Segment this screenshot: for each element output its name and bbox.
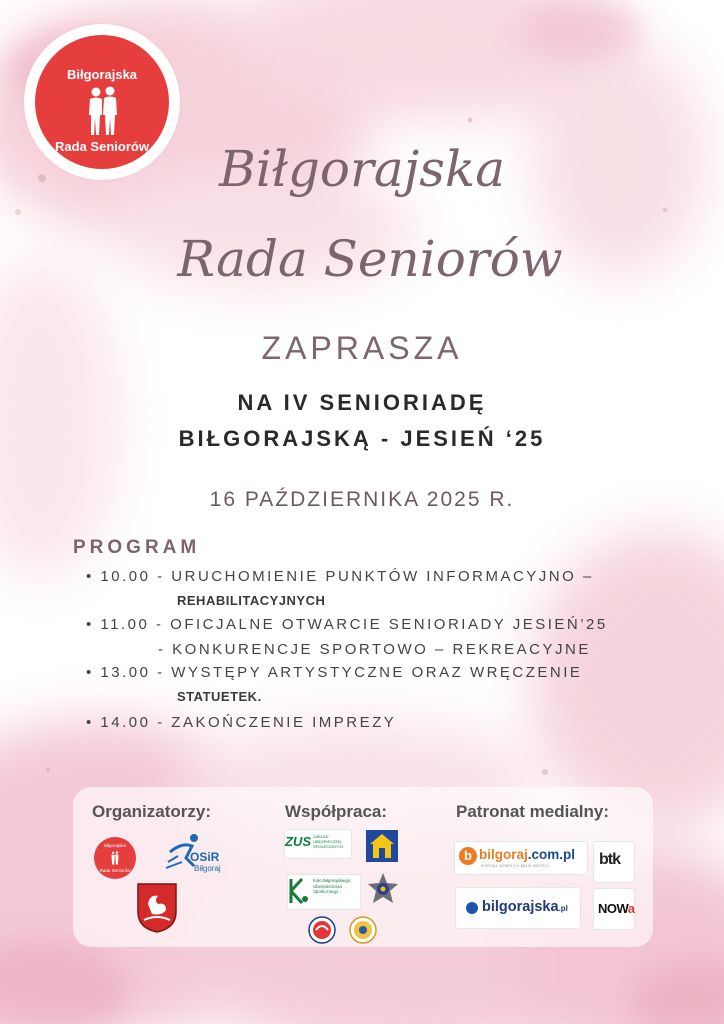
osir-city: Biłgoraj (194, 864, 221, 873)
bpl-mark: b (459, 847, 477, 865)
nowa-logo (594, 889, 634, 929)
bgj-dot-icon (466, 902, 478, 914)
police-star-icon (366, 872, 400, 906)
logo-bottom-text: Rada Seniorów (55, 139, 149, 154)
program-item-3-continued: STATUETEK. (177, 689, 262, 704)
rada-seniorow-small-logo (94, 837, 136, 879)
event-line-2: BIŁGORAJSKĄ - JESIEŃ ‘25 (178, 426, 546, 451)
seniors-couple-icon (83, 85, 123, 137)
program-item-4: • 14.00 - ZAKOŃCZENIE IMPREZY (86, 714, 397, 731)
small-logo-bottom: Rada Seniorów (99, 868, 131, 873)
osir-logo (164, 832, 228, 878)
circle-emblem-icon (349, 916, 377, 944)
event-date: 16 PAŹDZIERNIKA 2025 R. (209, 488, 515, 511)
program-item-2-continued: - KONKURENCJE SPORTOWO – REKREACYJNE (158, 641, 591, 658)
program-item-1-continued: REHABILITACYJNYCH (177, 593, 326, 608)
program-item-3: • 13.00 - WYSTĘPY ARTYSTYCZNE ORAZ WRĘCZENIE (86, 664, 583, 681)
title-line-2: Rada Seniorów (177, 230, 563, 288)
program-item-2: • 11.00 - OFICJALNE OTWARCIE SENIORIADY JESIEŃ’25 (86, 616, 608, 633)
bilgorajska-pl-logo (456, 888, 580, 928)
kbus-mark-icon (288, 875, 310, 907)
btk-logo (594, 842, 634, 882)
kbus-logo (288, 875, 360, 909)
bilgoraj-com-pl-logo (455, 842, 587, 874)
zus-logo (285, 830, 351, 858)
kbus-text: Koło Biłgorajskiego Ubezpieczenia Społecznego (313, 878, 351, 894)
nowa-a: a (627, 901, 635, 916)
media-patronage-heading: Patronat medialny: (456, 802, 610, 821)
nowa-text (598, 901, 635, 916)
invite-heading: ZAPRASZA (261, 330, 463, 366)
btk-text: btk (599, 851, 620, 868)
bgj-word (482, 899, 568, 915)
bilgoraj-coat-of-arms-icon (136, 882, 178, 934)
event-line-1: NA IV SENIORIADĘ (237, 390, 487, 415)
bpl-domain: .com.pl (527, 847, 576, 862)
bpl-tagline: PORTAL NOWYCH MOŻLIWOŚCI (481, 864, 550, 868)
bpl-word (479, 847, 575, 862)
bgj-word-main: bilgorajska (482, 899, 559, 915)
zus-mark: ZUS (285, 834, 311, 849)
title-line-1: Biłgorajska (218, 140, 506, 198)
osir-word: OSiR (190, 850, 220, 864)
seniors-couple-icon (94, 851, 136, 865)
zus-text: ZAKŁAD UBEZPIECZEŃ SPOŁECZNYCH (313, 834, 344, 849)
program-heading: PROGRAM (73, 537, 201, 558)
circle-badge-icon (308, 916, 336, 944)
bgj-domain: .pl (558, 904, 568, 913)
house-logo-icon (366, 830, 398, 862)
nowa-main: NOW (598, 901, 628, 916)
organizers-heading: Organizatorzy: (92, 802, 212, 821)
small-logo-top: Biłgorajska (103, 843, 126, 848)
cooperation-heading: Współpraca: (285, 802, 388, 821)
logo-top-text: Biłgorajska (66, 67, 138, 82)
program-item-1: • 10.00 - URUCHOMIENIE PUNKTÓW INFORMACYJNO – (86, 568, 594, 585)
bpl-word-main: bilgoraj (479, 847, 528, 862)
